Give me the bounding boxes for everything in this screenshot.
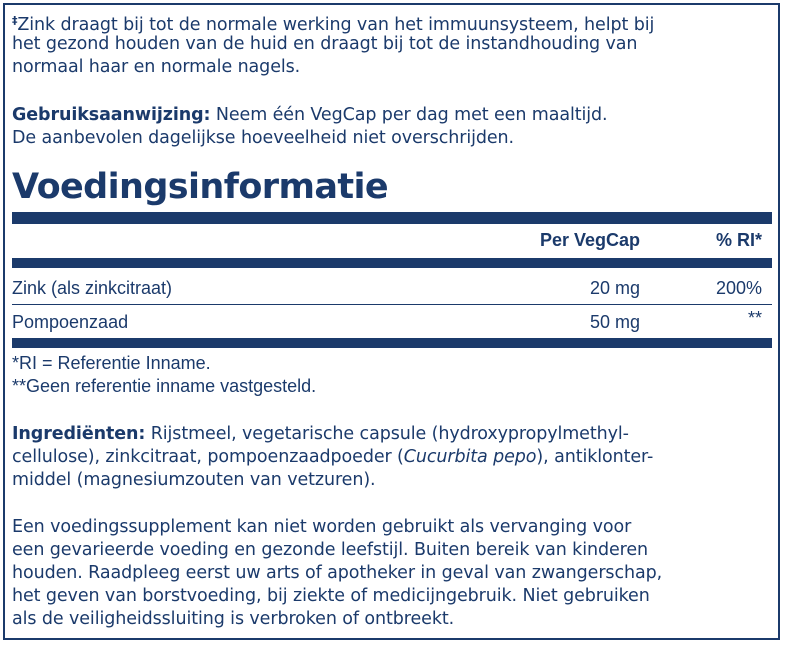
claim-line-3: normaal haar en normale nagels. — [12, 57, 301, 77]
ingredients-label: Ingrediënten: — [12, 424, 146, 444]
warning-line-5: als de veiligheidssluiting is verbroken of ontbreekt. — [12, 609, 455, 629]
header-per-vegcap: Per VegCap — [539, 230, 640, 250]
footnote-ri: *RI = Referentie Inname. — [12, 353, 211, 373]
ingredients-line-1: Ingrediënten: Rijstmeel, vegetarische capsule (hydroxypropylmethyl- — [12, 424, 629, 444]
usage-line-2: De aanbevolen dagelijkse hoeveelheid niet overschrijden. — [12, 128, 514, 148]
warning-line-4: het geven van borstvoeding, bij ziekte of medicijngebruik. Niet gebruiken — [12, 586, 650, 606]
latin-name: Cucurbita pepo — [403, 447, 537, 467]
claim-line-1: ‡Zink draagt bij tot de normale werking van het immuunsysteem, helpt bij — [12, 14, 655, 35]
table-top-bar — [12, 212, 772, 224]
row-zink-ri: 200% — [715, 278, 762, 298]
nutrition-title: Voedingsinformatie — [12, 167, 389, 207]
row-zink-name: Zink (als zinkcitraat) — [12, 278, 173, 298]
row-pompoenzaad-amount: 50 mg — [589, 312, 640, 332]
table-header-bar — [12, 258, 772, 268]
double-dagger-marker: ‡ — [12, 14, 18, 27]
header-ri: % RI* — [715, 230, 762, 250]
usage-line-1: Gebruiksaanwijzing: Neem één VegCap per dag met een maaltijd. — [12, 105, 608, 125]
row-pompoenzaad-ri: ** — [747, 308, 762, 328]
ingredients-line-3: middel (magnesiumzouten van vetzuren). — [12, 470, 376, 490]
row-pompoenzaad-name: Pompoenzaad — [12, 312, 129, 332]
warning-line-1: Een voedingssupplement kan niet worden gebruikt als vervanging voor — [12, 517, 632, 537]
warning-line-2: een gevarieerde voeding en gezonde leefstijl. Buiten bereik van kinderen — [12, 540, 649, 560]
warning-line-3: houden. Raadpleeg eerst uw arts of apotheker in geval van zwangerschap, — [12, 563, 663, 583]
row-zink-amount: 20 mg — [589, 278, 640, 298]
row-divider — [12, 304, 772, 305]
usage-label: Gebruiksaanwijzing: — [12, 105, 211, 125]
ingredients-line-2: cellulose), zinkcitraat, pompoenzaadpoeder (Cucurbita pepo), antiklonter- — [12, 447, 654, 467]
table-bottom-bar — [12, 338, 772, 348]
claim-line-2: het gezond houden van de huid en draagt bij tot de instandhouding van — [12, 34, 638, 54]
footnote-no-ri: **Geen referentie inname vastgesteld. — [12, 376, 317, 396]
